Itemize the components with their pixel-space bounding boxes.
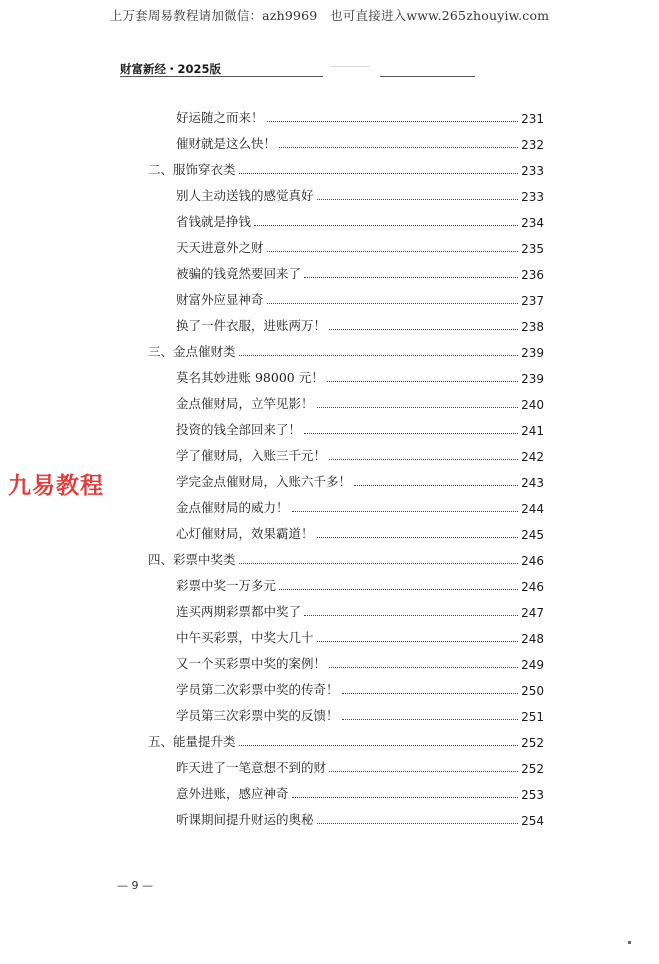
toc-entry: [176, 494, 544, 516]
toc-dot-leader: [279, 146, 518, 148]
toc-entry: [176, 520, 544, 542]
toc-entry-title: 四、彩票中奖类: [148, 552, 236, 567]
toc-dot-leader: [304, 276, 518, 278]
running-header: 财富新经・2025版: [120, 62, 222, 76]
toc-entry-title: 学员第三次彩票中奖的反馈！: [176, 708, 339, 723]
toc-dot-leader: [342, 692, 519, 694]
toc-entry: [176, 624, 544, 646]
toc-entry-page: 252: [521, 762, 544, 776]
toc-entry: [176, 598, 544, 620]
toc-entry-title: 昨天进了一笔意想不到的财: [176, 760, 327, 775]
toc-entry-page: 254: [521, 814, 544, 828]
header-rule: [380, 76, 475, 77]
toc-entry-title: 学员第二次彩票中奖的传奇！: [176, 682, 339, 697]
toc-entry-page: 239: [521, 346, 544, 360]
toc-dot-leader: [327, 380, 518, 382]
toc-dot-leader: [304, 432, 518, 434]
corner-mark: [628, 941, 631, 944]
toc-dot-leader: [354, 484, 518, 486]
toc-entry-page: 249: [521, 658, 544, 672]
toc-dot-leader: [329, 458, 518, 460]
toc-entry-page: 231: [521, 112, 544, 126]
toc-entry: [176, 104, 544, 126]
page-number: — 9 —: [117, 879, 153, 892]
toc-dot-leader: [239, 744, 519, 746]
toc-dot-leader: [329, 328, 518, 330]
toc-entry: [176, 468, 544, 490]
toc-section-entry: [148, 338, 544, 360]
toc-entry-title: 催财就是这么快！: [176, 136, 277, 151]
toc-entry-page: 246: [521, 580, 544, 594]
toc-dot-leader: [267, 302, 519, 304]
toc-dot-leader: [317, 822, 519, 824]
toc-entry: [176, 260, 544, 282]
toc-entry: [176, 754, 544, 776]
toc-entry-page: 253: [521, 788, 544, 802]
toc-entry-page: 250: [521, 684, 544, 698]
watermark: 九易教程: [8, 473, 104, 499]
toc-entry-page: 248: [521, 632, 544, 646]
toc-entry-page: 237: [521, 294, 544, 308]
toc-entry: [176, 390, 544, 412]
toc-entry-title: 心灯催财局，效果霸道！: [176, 526, 314, 541]
toc-entry-title: 天天进意外之财: [176, 240, 264, 255]
toc-entry-title: 投资的钱全部回来了！: [176, 422, 302, 437]
toc-entry-page: 241: [521, 424, 544, 438]
toc-entry-title: 换了一件衣服，进账两万！: [176, 318, 327, 333]
toc-entry-page: 235: [521, 242, 544, 256]
toc-entry-title: 连买两期彩票都中奖了: [176, 604, 302, 619]
toc-dot-leader: [329, 666, 518, 668]
toc-entry-title: 金点催财局，立竿见影！: [176, 396, 314, 411]
toc-entry-title: 二、服饰穿衣类: [148, 162, 236, 177]
toc-dot-leader: [342, 718, 519, 720]
toc-dot-leader: [317, 640, 519, 642]
toc-dot-leader: [239, 562, 519, 564]
toc-entry: [176, 208, 544, 230]
toc-entry-page: 240: [521, 398, 544, 412]
toc-entry-page: 239: [521, 372, 544, 386]
toc-entry-page: 252: [521, 736, 544, 750]
toc-entry-title: 莫名其妙进账 98000 元！: [176, 370, 324, 385]
toc-dot-leader: [267, 120, 519, 122]
toc-entry: [176, 572, 544, 594]
toc-entry-page: 245: [521, 528, 544, 542]
toc-entry-title: 省钱就是挣钱: [176, 214, 252, 229]
toc-dot-leader: [267, 250, 519, 252]
toc-entry: [176, 806, 544, 828]
toc-entry: [176, 442, 544, 464]
toc-entry-title: 彩票中奖一万多元: [176, 578, 277, 593]
toc-entry: [176, 364, 544, 386]
toc-entry: [176, 416, 544, 438]
toc-entry-page: 238: [521, 320, 544, 334]
header-rule: [120, 76, 323, 77]
top-banner: 上万套周易教程请加微信：azh9969 也可直接进入www.265zhouyiw.com: [109, 8, 550, 23]
toc-entry-page: 242: [521, 450, 544, 464]
toc-entry-title: 听课期间提升财运的奥秘: [176, 812, 314, 827]
toc-entry-page: 251: [521, 710, 544, 724]
toc-dot-leader: [329, 770, 518, 772]
toc-entry-title: 中午买彩票，中奖大几十: [176, 630, 314, 645]
header-faint-mark: [330, 66, 370, 67]
toc-entry-title: 金点催财局的威力！: [176, 500, 289, 515]
toc-entry-page: 232: [521, 138, 544, 152]
toc-dot-leader: [279, 588, 518, 590]
toc-section-entry: [148, 728, 544, 750]
toc-section-entry: [148, 546, 544, 568]
toc-entry-page: 234: [521, 216, 544, 230]
toc-entry-page: 246: [521, 554, 544, 568]
toc-entry: [176, 676, 544, 698]
toc-entry-title: 学了催财局，入账三千元！: [176, 448, 327, 463]
toc-entry: [176, 286, 544, 308]
toc-dot-leader: [254, 224, 518, 226]
toc-dot-leader: [292, 796, 519, 798]
toc-dot-leader: [304, 614, 518, 616]
toc-entry: [176, 182, 544, 204]
toc-dot-leader: [239, 172, 519, 174]
toc-entry: [176, 702, 544, 724]
toc-entry-title: 意外进账，感应神奇: [176, 786, 289, 801]
toc-entry: [176, 130, 544, 152]
toc-section-entry: [148, 156, 544, 178]
toc-entry-page: 236: [521, 268, 544, 282]
toc-dot-leader: [317, 198, 519, 200]
toc-entry: [176, 780, 544, 802]
toc-entry-title: 五、能量提升类: [148, 734, 236, 749]
toc-dot-leader: [239, 354, 519, 356]
toc-entry-page: 233: [521, 190, 544, 204]
toc-entry-title: 被骗的钱竟然要回来了: [176, 266, 302, 281]
toc-entry-page: 244: [521, 502, 544, 516]
toc-entry: [176, 650, 544, 672]
toc-entry-page: 247: [521, 606, 544, 620]
toc-entry-title: 别人主动送钱的感觉真好: [176, 188, 314, 203]
toc-dot-leader: [292, 510, 519, 512]
toc-entry: [176, 234, 544, 256]
toc-dot-leader: [317, 406, 519, 408]
toc-entry-title: 好运随之而来！: [176, 110, 264, 125]
toc-entry-title: 学完金点催财局，入账六千多！: [176, 474, 352, 489]
toc-entry-page: 233: [521, 164, 544, 178]
toc-dot-leader: [317, 536, 519, 538]
toc-entry: [176, 312, 544, 334]
toc-entry-title: 三、金点催财类: [148, 344, 236, 359]
toc-entry-title: 财富外应显神奇: [176, 292, 264, 307]
toc-entry-title: 又一个买彩票中奖的案例！: [176, 656, 327, 671]
toc-entry-page: 243: [521, 476, 544, 490]
